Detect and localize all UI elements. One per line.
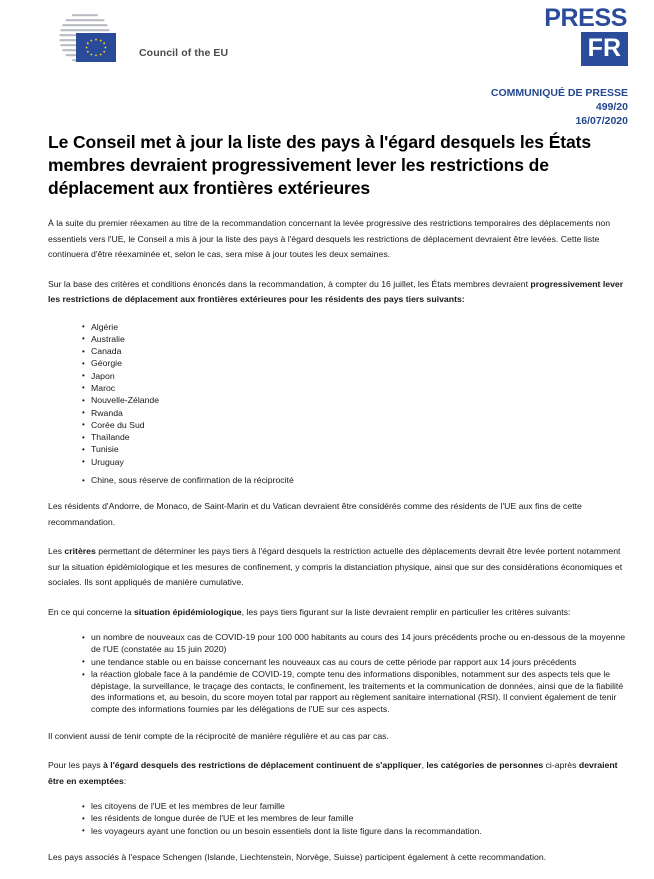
list-item: • les citoyens de l'UE et les membres de leur famille — [82, 801, 626, 812]
reciprocity-paragraph: Il convient aussi de tenir compte de la réciprocité de manière régulière et au cas par cas. — [48, 730, 389, 741]
epi-part2: , les pays tiers figurant sur la liste devraient remplir en particulier les critères suivants: — [241, 606, 571, 617]
list-item: • Chine, sous réserve de confirmation de la réciprocité — [82, 475, 626, 486]
exempt-part1: Pour les pays — [48, 760, 104, 771]
exempt-part3: ci-après — [543, 760, 579, 771]
document-body — [48, 131, 626, 879]
list-item: • Algérie — [82, 322, 626, 333]
press-release-date: 16/07/2020 — [575, 115, 628, 127]
press-release-number: 499/20 — [595, 101, 628, 113]
exempt-part4: : — [123, 775, 127, 786]
list-item: • Corée du Sud — [82, 420, 626, 431]
list-item: • Maroc — [82, 383, 626, 394]
list-item: • Tunisie — [82, 444, 626, 455]
press-word-label: PRESS — [544, 4, 627, 32]
epi-part1: En ce qui concerne la — [48, 606, 134, 617]
document-header — [0, 0, 654, 128]
conditional-country-list — [48, 475, 626, 486]
list-item: • la réaction globale face à la pandémie de COVID-19, compte tenu des informations disponibles, notamment sur des aspects tels que le dépistage, la surveillance, le traçage des contacts, le confinement, les traitements et la communication de données, ainsi que de la fiabilité des informations et, au besoin, du score moyen total par rapport au règlement sanitaire international (RSI). Il convient également de tenir compte des informations fournies par les délégations de l'UE sur ces aspects. — [82, 669, 626, 715]
council-of-the-eu-logo — [55, 10, 285, 66]
criteria-bold: critères — [64, 546, 96, 557]
list-item: • Australie — [82, 334, 626, 345]
criteria-intro-bold: progressivement lever les restrictions de déplacement aux frontières extérieures pour les résidents des pays tiers suivants — [48, 278, 624, 304]
list-item: • Géorgie — [82, 358, 626, 369]
press-language-badge — [534, 6, 628, 66]
list-item: • les voyageurs ayant une fonction ou un besoin essentiels dont la liste figure dans la recommandation. — [82, 826, 626, 837]
exempt-part2: , — [421, 760, 427, 771]
criteria-intro-paragraph — [48, 277, 626, 308]
exempt-bold1: à l'égard desquels des restrictions de déplacement continuent de s'appliquer — [103, 760, 422, 771]
criteria-intro-part2: : — [461, 294, 465, 304]
list-item: • Canada — [82, 346, 626, 357]
intro-paragraph: À la suite du premier réexamen au titre de la recommandation concernant la levée progressive des restrictions temporaires des déplacements non essentiels vers l'UE, le Conseil a mis à jour la liste des pays à l'égard desquels les restrictions de déplacement devraient être levées. Cette liste continuera d'être réexaminée et, selon le cas, sera mise à jour toutes les deux semaines. — [48, 218, 611, 259]
council-logo-label: Council of the EU — [139, 47, 229, 59]
council-emblem-icon — [55, 12, 133, 66]
exempt-categories-list — [48, 801, 626, 837]
language-code-badge: FR — [581, 32, 628, 66]
page-title: Le Conseil met à jour la liste des pays à l'égard desquels les États membres devraient progressivement lever les restrictions de déplacement aux frontières extérieures — [48, 132, 591, 198]
criteria-part1: Les — [48, 546, 65, 557]
list-item: • Nouvelle-Zélande — [82, 395, 626, 406]
epidemiological-intro-paragraph — [48, 605, 626, 621]
epidemiological-criteria-list — [48, 632, 626, 715]
list-item: • une tendance stable ou en baisse concernant les nouveaux cas au cours de cette période par rapport aux 14 jours précédents — [82, 657, 626, 669]
schengen-paragraph: Les pays associés à l'espace Schengen (Islande, Liechtenstein, Norvège, Suisse) participent également à cette recommandation. — [48, 851, 547, 862]
list-item: • Rwanda — [82, 408, 626, 419]
criteria-part2: permettant de déterminer les pays tiers à l'égard desquels la restriction actuelle des déplacements devrait être levée portent notamment sur la situation épidémiologique et les mesures de confinement, y compris la distanciation physique, ainsi que sur des considérations économiques et sociales. Ils sont appliqués de manière cumulative. — [48, 546, 623, 588]
press-release-meta — [491, 86, 628, 128]
exempt-bold3: devraient être en exemptées — [48, 760, 618, 786]
residents-paragraph: Les résidents d'Andorre, de Monaco, de Saint-Marin et du Vatican devraient être considérés comme des résidents de l'UE aux fins de cette recommandation. — [48, 501, 582, 527]
press-release-type-label: COMMUNIQUÉ DE PRESSE — [490, 87, 628, 99]
epi-bold: situation épidémiologique — [133, 606, 242, 617]
criteria-intro-part1: Sur la base des critères et conditions énoncés dans la recommandation, à compter du 16 juillet, les États membres devraient — [48, 278, 531, 289]
list-item: • les résidents de longue durée de l'UE et les membres de leur famille — [82, 813, 626, 824]
list-item: • Thaïlande — [82, 432, 626, 443]
exemptions-intro-paragraph — [48, 758, 626, 789]
list-item: • Uruguay — [82, 457, 626, 468]
list-item: • Japon — [82, 371, 626, 382]
list-item: • un nombre de nouveaux cas de COVID-19 pour 100 000 habitants au cours des 14 jours précédents proche ou en-dessous de la moyenne de l'UE (constatée au 15 juin 2020) — [82, 632, 626, 655]
criteria-paragraph — [48, 544, 626, 591]
exempt-bold2: les catégories de personnes — [426, 760, 544, 771]
country-list — [48, 322, 626, 469]
